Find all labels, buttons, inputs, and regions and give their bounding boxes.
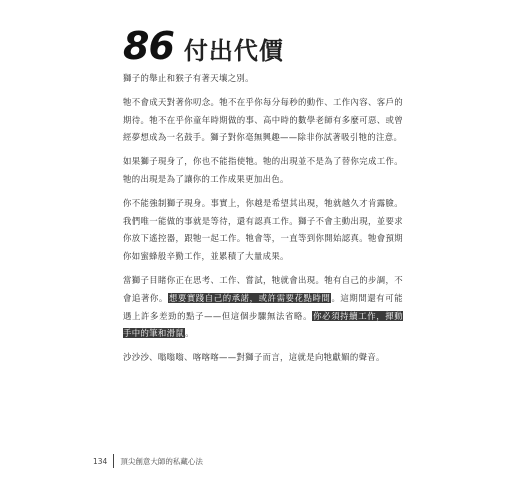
book-title: 頂尖創意大師的私藏心法 xyxy=(120,456,203,466)
page-number: 134 xyxy=(93,456,108,466)
paragraph-4: 你不能強制獅子現身。事實上，你越是希望其出現，牠就越久才肯露臉。我們唯一能做的事就是等待，還有認真工作。獅子不會主動出現，並要求你放下遙控器，跟牠一起工作。牠會等，一直等到你開始認真。牠會預期你如蜜蜂般辛勤工作，並累積了大量成果。 xyxy=(123,197,403,262)
paragraph-6: 沙沙沙、嗡嗡嗡、喀喀喀——對獅子而言，這就是向牠獻媚的聲音。 xyxy=(123,352,385,363)
chapter-title: 付出代價 xyxy=(183,37,284,65)
paragraph-1: 獅子的舉止和猴子有著天壤之別。 xyxy=(123,73,254,83)
paragraph-5-text-a: 當獅子目睹你正在思考、工作、嘗試，牠就會出現。牠有自己的步調，不會追著你。 xyxy=(123,274,403,303)
paragraph-3: 如果獅子現身了，你也不能指使牠。牠的出現並不是為了替你完成工作。牠的出現是為了讓你的工作成果更加出色。 xyxy=(123,156,403,184)
paragraph-5-text-b: 。這期間還有可能遇上許多差勁的點子——但這個步驟無法省略。 xyxy=(123,292,403,321)
paragraph-5-text-c: 。 xyxy=(185,328,194,339)
highlighted-text-2: 你必須持續工作，揮動手中的筆和滑鼠 xyxy=(123,310,404,339)
highlighted-text-1: 想要實踐自己的承諾，或許需要花點時間 xyxy=(168,292,331,303)
body-text xyxy=(123,70,403,373)
chapter-header xyxy=(123,24,284,68)
footer-divider xyxy=(113,454,114,468)
chapter-number: 86 xyxy=(123,24,174,68)
page-footer xyxy=(93,454,203,468)
paragraph-2: 牠不會成天對著你叨念。牠不在乎你每分每秒的動作、工作內容、客戶的期待。牠不在乎你童年時期做的事、高中時的數學老師有多麼可惡、或曾經夢想成為一名鼓手。獅子對你毫無興趣——除非你試著吸引牠的注意。 xyxy=(123,96,403,143)
paragraph-5 xyxy=(123,272,403,343)
